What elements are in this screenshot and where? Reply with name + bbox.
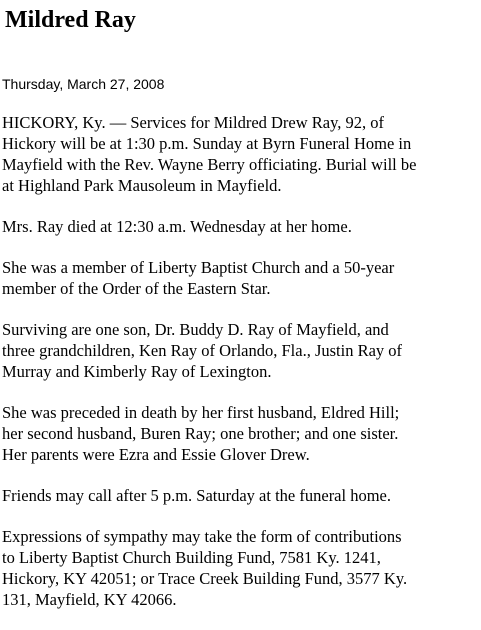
paragraph-line: She was preceded in death by her first husband, Eldred Hill; [2,403,400,422]
paragraph-sympathy [2,526,472,610]
article-body [2,112,472,630]
paragraph-services [2,112,472,196]
paragraph-line: Her parents were Ezra and Essie Glover Drew. [2,445,310,464]
paragraph-line: HICKORY, Ky. — Services for Mildred Drew Ray, 92, of [2,113,385,132]
paragraph-survivors [2,319,472,382]
paragraph-line: Friends may call after 5 p.m. Saturday at the funeral home. [2,486,391,505]
paragraph-line: member of the Order of the Eastern Star. [2,279,271,298]
paragraph-line: Hickory, KY 42051; or Trace Creek Building Fund, 3577 Ky. [2,569,408,588]
paragraph-line: Surviving are one son, Dr. Buddy D. Ray of Mayfield, and [2,320,389,339]
paragraph-line: Mayfield with the Rev. Wayne Berry officiating. Burial will be [2,155,417,174]
paragraph-membership [2,257,472,299]
article-title: Mildred Ray [5,7,136,33]
paragraph-line: her second husband, Buren Ray; one brother; and one sister. [2,424,399,443]
paragraph-line: Murray and Kimberly Ray of Lexington. [2,362,272,381]
paragraph-line: 131, Mayfield, KY 42066. [2,590,177,609]
paragraph-line: She was a member of Liberty Baptist Church and a 50-year [2,258,395,277]
paragraph-death [2,216,472,237]
paragraph-preceded [2,402,472,465]
paragraph-line: at Highland Park Mausoleum in Mayfield. [2,176,282,195]
paragraph-line: Expressions of sympathy may take the form of contributions [2,527,402,546]
paragraph-visitation [2,485,472,506]
paragraph-line: Mrs. Ray died at 12:30 a.m. Wednesday at her home. [2,217,352,236]
paragraph-line: to Liberty Baptist Church Building Fund, 7581 Ky. 1241, [2,548,381,567]
article-date: Thursday, March 27, 2008 [2,76,165,92]
paragraph-line: Hickory will be at 1:30 p.m. Sunday at Byrn Funeral Home in [2,134,412,153]
paragraph-line: three grandchildren, Ken Ray of Orlando, Fla., Justin Ray of [2,341,403,360]
